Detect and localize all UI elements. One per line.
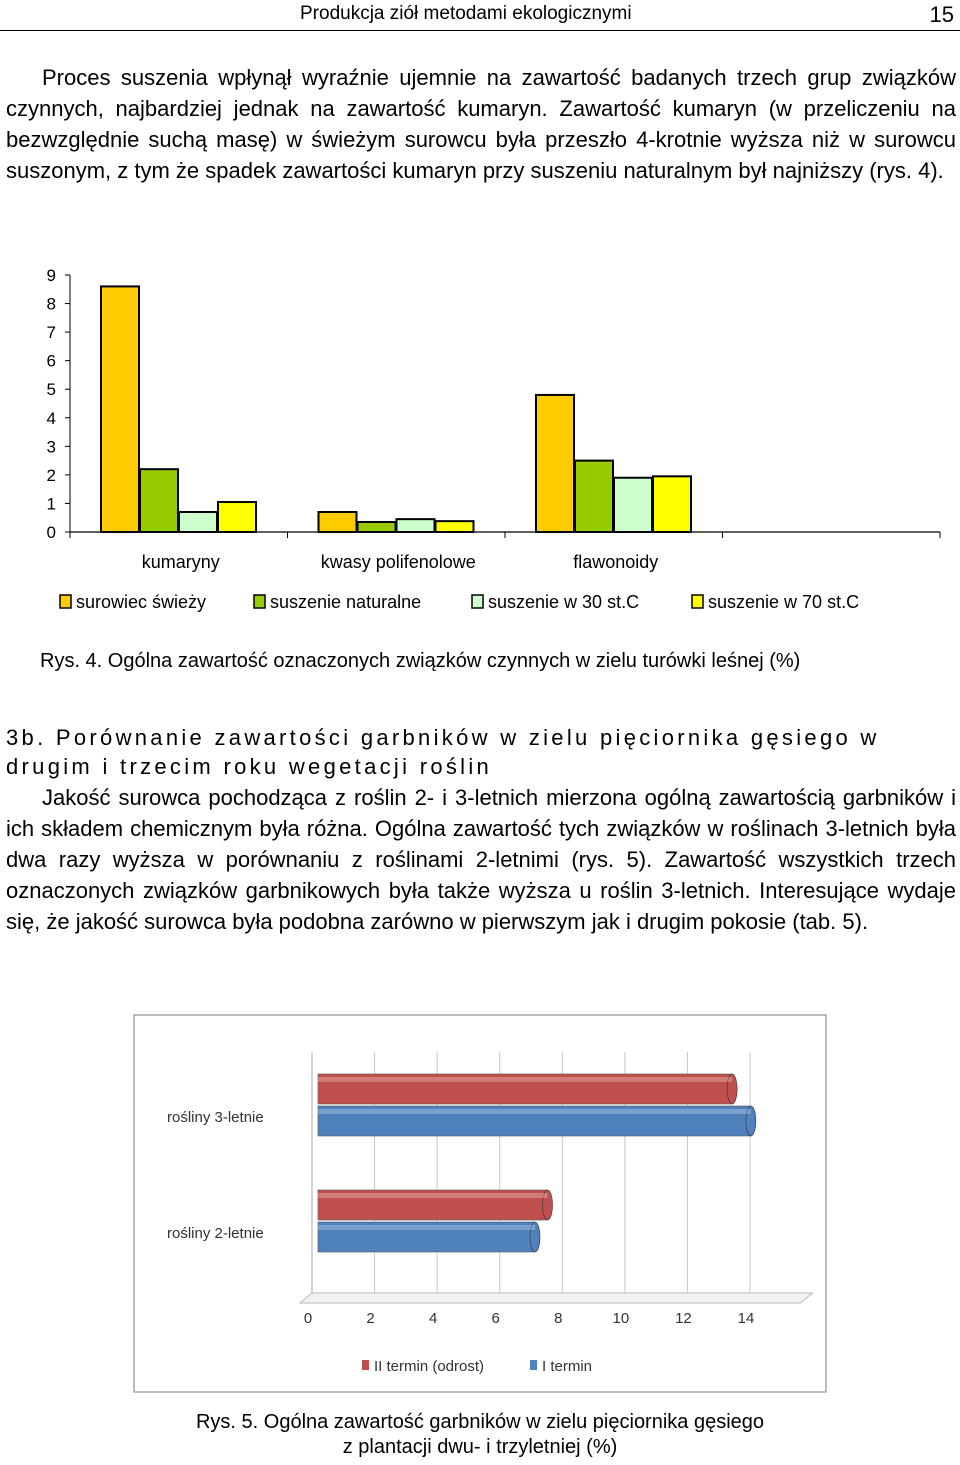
x-tick-label: 2 — [366, 1310, 375, 1327]
y-tick-label: 1 — [46, 494, 56, 514]
bar-highlight — [318, 1225, 535, 1230]
legend-label: I termin — [542, 1358, 593, 1375]
intro-paragraph — [6, 62, 956, 186]
y-tick-label: 7 — [46, 323, 56, 343]
legend-swatch — [60, 595, 71, 608]
running-title: Produkcja ziół metodami ekologicznymi — [300, 3, 632, 24]
bar — [536, 395, 574, 532]
y-tick-label: 3 — [46, 437, 56, 457]
legend-swatch — [362, 1360, 369, 1370]
x-tick-label: 10 — [612, 1310, 630, 1327]
section-paragraph — [6, 782, 956, 937]
x-tick-label: 6 — [491, 1310, 500, 1327]
page-number: 15 — [929, 2, 954, 27]
category-label: kwasy polifenolowe — [320, 552, 476, 572]
x-tick-label: 4 — [428, 1310, 438, 1327]
bar — [436, 521, 474, 532]
legend-label: suszenie w 70 st.C — [708, 592, 860, 612]
legend-swatch — [472, 595, 483, 608]
bar — [358, 522, 396, 532]
y-tick-label: 0 — [46, 523, 56, 542]
legend-label: surowiec świeży — [76, 592, 207, 612]
section-heading: 3b. Porównanie zawartości garbników w zielu pięciornika gęsiego w drugim i trzecim roku wegetacji roślin — [6, 725, 880, 779]
section-paragraph-text: Jakość surowca pochodząca z roślin 2- i 3-letnich mierzona ogólną zawartością garbników i ich składem chemicznym była różna. Ogólna zawartość tych związków w roślinach 3-letnich była dwa razy wyższa w porównaniu z roślinami 2-letnimi (rys. 5). Zawartość wszystkich trzech oznaczonych związków garbnikowych była także wyższa u roślin 3-letnich. Interesujące wydaje się, że jakość surowca była podobna zarówno w pierwszym jak i drugim pokosie (tab. 5). — [6, 785, 956, 934]
category-label: rośliny 2-letnie — [167, 1225, 264, 1242]
intro-paragraph-text: Proces suszenia wpłynął wyraźnie ujemnie na zawartość badanych trzech grup związków czynnych, najbardziej jednak na zawartość kumaryn. Zawartość kumaryn (w przeliczeniu na bezwzględnie suchą masę) w świeżym surowcu była przeszło 4-krotnie wyższa niż w surowcu suszonym, z tym że spadek zawartości kumaryn przy suszeniu naturalnym był najniższy (rys. 4). — [6, 65, 956, 183]
x-tick-label: 14 — [737, 1310, 755, 1327]
bar — [101, 286, 139, 532]
bar — [140, 469, 178, 532]
bar-highlight — [318, 1193, 548, 1198]
figure-5-chart — [0, 1010, 960, 1395]
figure-4-caption: Rys. 4. Ogólna zawartość oznaczonych związków czynnych w zielu turówki leśnej (%) — [40, 650, 801, 672]
legend-swatch — [692, 595, 703, 608]
y-tick-label: 2 — [46, 465, 56, 485]
category-label: flawonoidy — [573, 552, 659, 572]
y-tick-label: 6 — [46, 351, 56, 371]
legend-label: suszenie w 30 st.C — [488, 592, 640, 612]
bar — [614, 478, 652, 532]
legend-label: II termin (odrost) — [374, 1358, 485, 1375]
chart-floor — [300, 1293, 813, 1303]
bar — [218, 502, 256, 532]
y-tick-label: 5 — [46, 380, 56, 400]
page-header — [0, 0, 960, 31]
x-tick-label: 12 — [675, 1310, 692, 1327]
x-tick-label: 0 — [303, 1310, 313, 1327]
bar — [397, 519, 435, 532]
figure-5-caption-line1: Rys. 5. Ogólna zawartość garbników w zielu pięciornika gęsiego — [195, 1411, 765, 1433]
figure-4-chart — [0, 255, 960, 625]
category-label: kumaryny — [141, 552, 220, 572]
x-tick-label: 8 — [554, 1310, 563, 1327]
y-tick-label: 4 — [46, 408, 56, 428]
bar — [653, 476, 691, 532]
legend-swatch — [254, 595, 265, 608]
bar-highlight — [318, 1109, 751, 1114]
bar-highlight — [318, 1077, 732, 1082]
figure-5-caption — [0, 1410, 960, 1460]
y-tick-label: 8 — [46, 294, 56, 314]
figure-5-caption-line2: z plantacji dwu- i trzyletniej (%) — [342, 1436, 618, 1458]
legend-swatch — [530, 1360, 537, 1370]
bar — [575, 461, 613, 532]
y-tick-label: 9 — [46, 266, 56, 285]
category-label: rośliny 3-letnie — [167, 1109, 264, 1126]
bar — [179, 512, 217, 532]
legend-label: suszenie naturalne — [270, 592, 422, 612]
bar — [319, 512, 357, 532]
